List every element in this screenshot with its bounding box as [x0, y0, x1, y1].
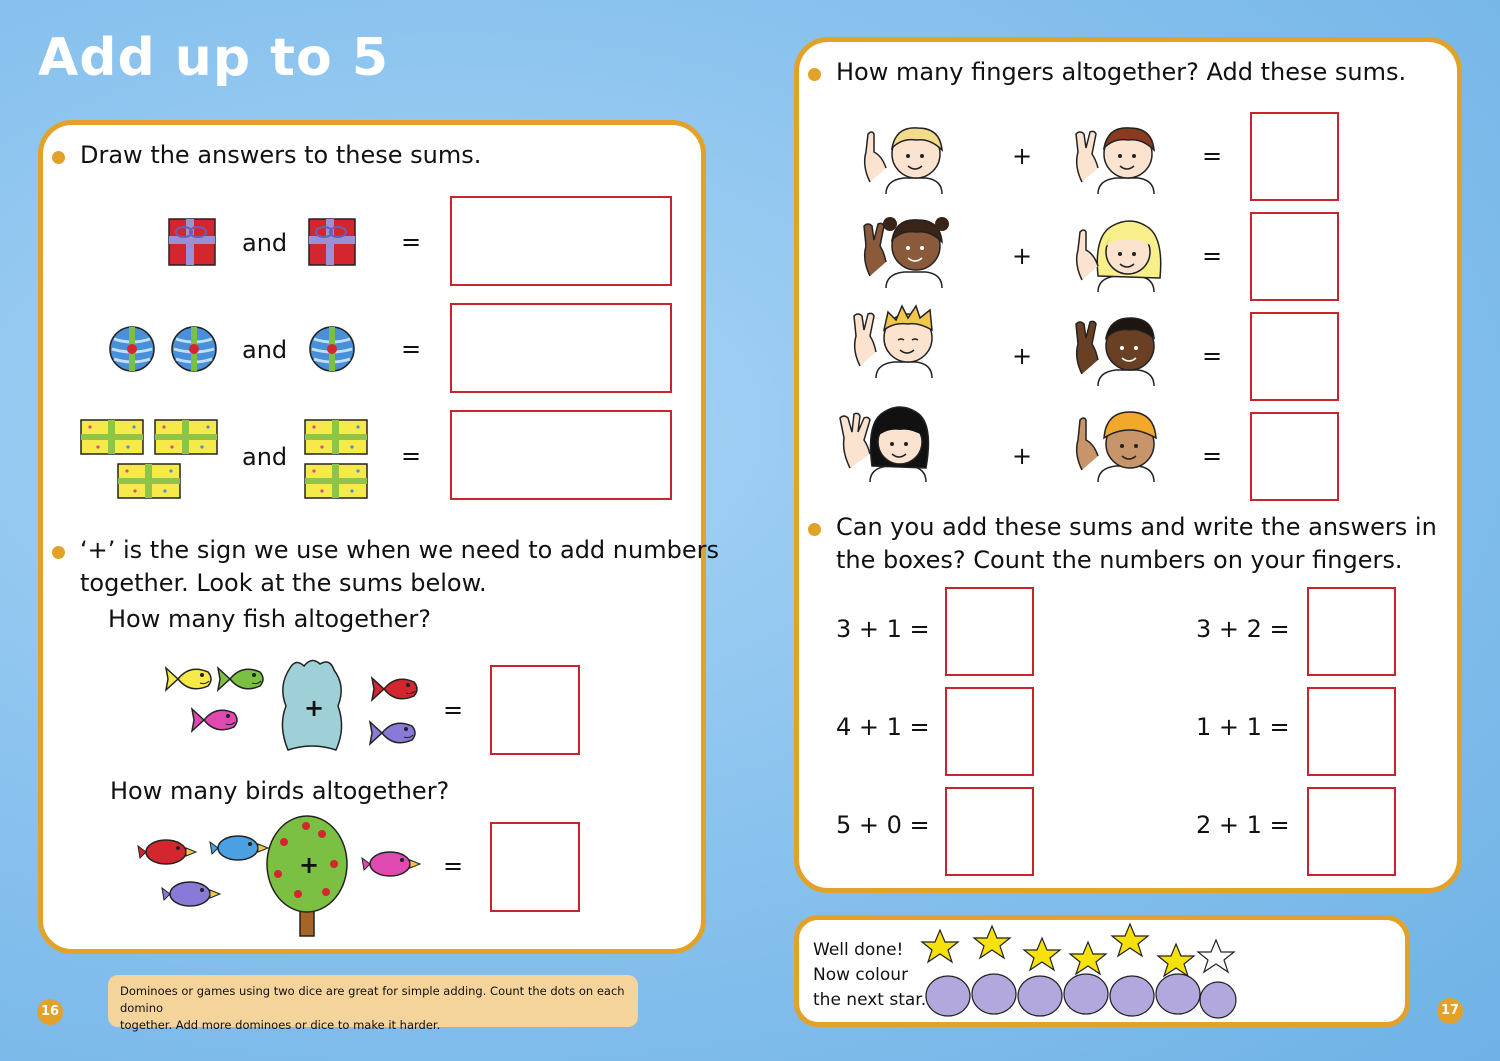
q1-row2-equals: = [401, 335, 422, 363]
blue-ball-icon [108, 325, 156, 373]
q2-instruction-line1: ‘+’ is the sign we use when we need to add numbers [80, 536, 719, 564]
fingers-row4-answer-box[interactable] [1250, 412, 1339, 501]
green-fish-icon [216, 662, 268, 696]
birds-question: How many birds altogether? [110, 777, 450, 805]
q4-instruction-line2: the boxes? Count the numbers on your fingers. [836, 546, 1403, 574]
birds-answer-box[interactable] [490, 822, 580, 912]
blue-bird-icon [210, 830, 270, 864]
fingers-row3-equals: = [1202, 342, 1223, 370]
sum-answer-box[interactable] [945, 587, 1034, 676]
birds-plus-sign: + [299, 851, 320, 879]
sum-label: 3 + 2 = [1196, 615, 1290, 643]
sum-answer-box[interactable] [1307, 687, 1396, 776]
fingers-row4-equals: = [1202, 442, 1223, 470]
child-face-icon [1068, 216, 1168, 292]
q3-instruction: How many fingers altogether? Add these sums. [836, 58, 1407, 86]
q1-row1-equals: = [401, 228, 422, 256]
fingers-row1-answer-box[interactable] [1250, 112, 1339, 201]
bullet-q1 [52, 151, 65, 164]
elephants-stars-illustration [918, 924, 1238, 1024]
reward-line2: Now colour [813, 965, 909, 985]
q1-row3-equals: = [401, 442, 422, 470]
reward-line1: Well done! [813, 940, 904, 960]
birds-equals-sign: = [443, 852, 464, 880]
red-present-icon [308, 218, 356, 266]
child-face-icon [856, 122, 956, 194]
parent-note [108, 975, 638, 1032]
red-bird-icon [138, 834, 198, 868]
sum-answer-box[interactable] [1307, 587, 1396, 676]
q1-row3-joiner: and [242, 443, 288, 471]
parent-note-line1: Dominoes or games using two dice are great for simple adding. Count the dots on each domino [120, 984, 625, 1015]
sum-label: 1 + 1 = [1196, 713, 1290, 741]
reward-line3: the next star. [813, 990, 927, 1010]
fingers-row3-plus: + [1012, 342, 1033, 370]
purple-bird-icon [162, 876, 222, 910]
q1-row1-answer-box[interactable] [450, 196, 672, 286]
child-face-icon [836, 402, 946, 482]
fish-question: How many fish altogether? [108, 605, 432, 633]
sum-answer-box[interactable] [945, 687, 1034, 776]
q1-row2-joiner: and [242, 336, 288, 364]
page-number-right: 17 [1437, 998, 1463, 1024]
fingers-row1-plus: + [1012, 142, 1033, 170]
red-fish-icon [370, 672, 422, 706]
fingers-row1-equals: = [1202, 142, 1223, 170]
fish-answer-box[interactable] [490, 665, 580, 755]
blue-ball-icon [170, 325, 218, 373]
bullet-q4 [808, 523, 821, 536]
bullet-q3 [808, 68, 821, 81]
sum-answer-box[interactable] [945, 787, 1034, 876]
q4-instruction-line1: Can you add these sums and write the answers in [836, 513, 1437, 541]
blue-ball-icon [308, 325, 356, 373]
q1-row3-answer-box[interactable] [450, 410, 672, 500]
bullet-q2 [52, 546, 65, 559]
child-face-icon [1068, 406, 1168, 482]
parent-note-line2: together. Add more dominoes or dice to make it harder. [120, 1018, 441, 1032]
fingers-row4-plus: + [1012, 442, 1033, 470]
sum-label: 5 + 0 = [836, 811, 930, 839]
child-face-icon [1068, 122, 1168, 194]
child-face-icon [846, 302, 946, 378]
q1-row1-joiner: and [242, 229, 288, 257]
yellow-present-icon [117, 463, 181, 499]
fish-equals-sign: = [443, 696, 464, 724]
fish-plus-sign: + [304, 694, 325, 722]
fingers-row2-answer-box[interactable] [1250, 212, 1339, 301]
red-present-icon [168, 218, 216, 266]
sum-label: 4 + 1 = [836, 713, 930, 741]
q1-instruction: Draw the answers to these sums. [80, 141, 482, 169]
pink-fish-icon [190, 703, 242, 737]
yellow-present-icon [154, 419, 218, 455]
pink-bird-icon [362, 846, 422, 880]
fingers-row2-plus: + [1012, 242, 1033, 270]
yellow-present-icon [80, 419, 144, 455]
child-face-icon [1068, 310, 1168, 386]
fingers-row3-answer-box[interactable] [1250, 312, 1339, 401]
sum-answer-box[interactable] [1307, 787, 1396, 876]
yellow-present-icon [304, 419, 368, 455]
yellow-present-icon [304, 463, 368, 499]
yellow-fish-icon [164, 662, 216, 696]
fingers-row2-equals: = [1202, 242, 1223, 270]
page-number-left: 16 [37, 999, 63, 1025]
page-title: Add up to 5 [38, 28, 390, 88]
sum-label: 2 + 1 = [1196, 811, 1290, 839]
q2-instruction-line2: together. Look at the sums below. [80, 569, 487, 597]
sum-label: 3 + 1 = [836, 615, 930, 643]
purple-fish-icon [368, 716, 420, 750]
child-face-icon [856, 212, 956, 288]
q1-row2-answer-box[interactable] [450, 303, 672, 393]
